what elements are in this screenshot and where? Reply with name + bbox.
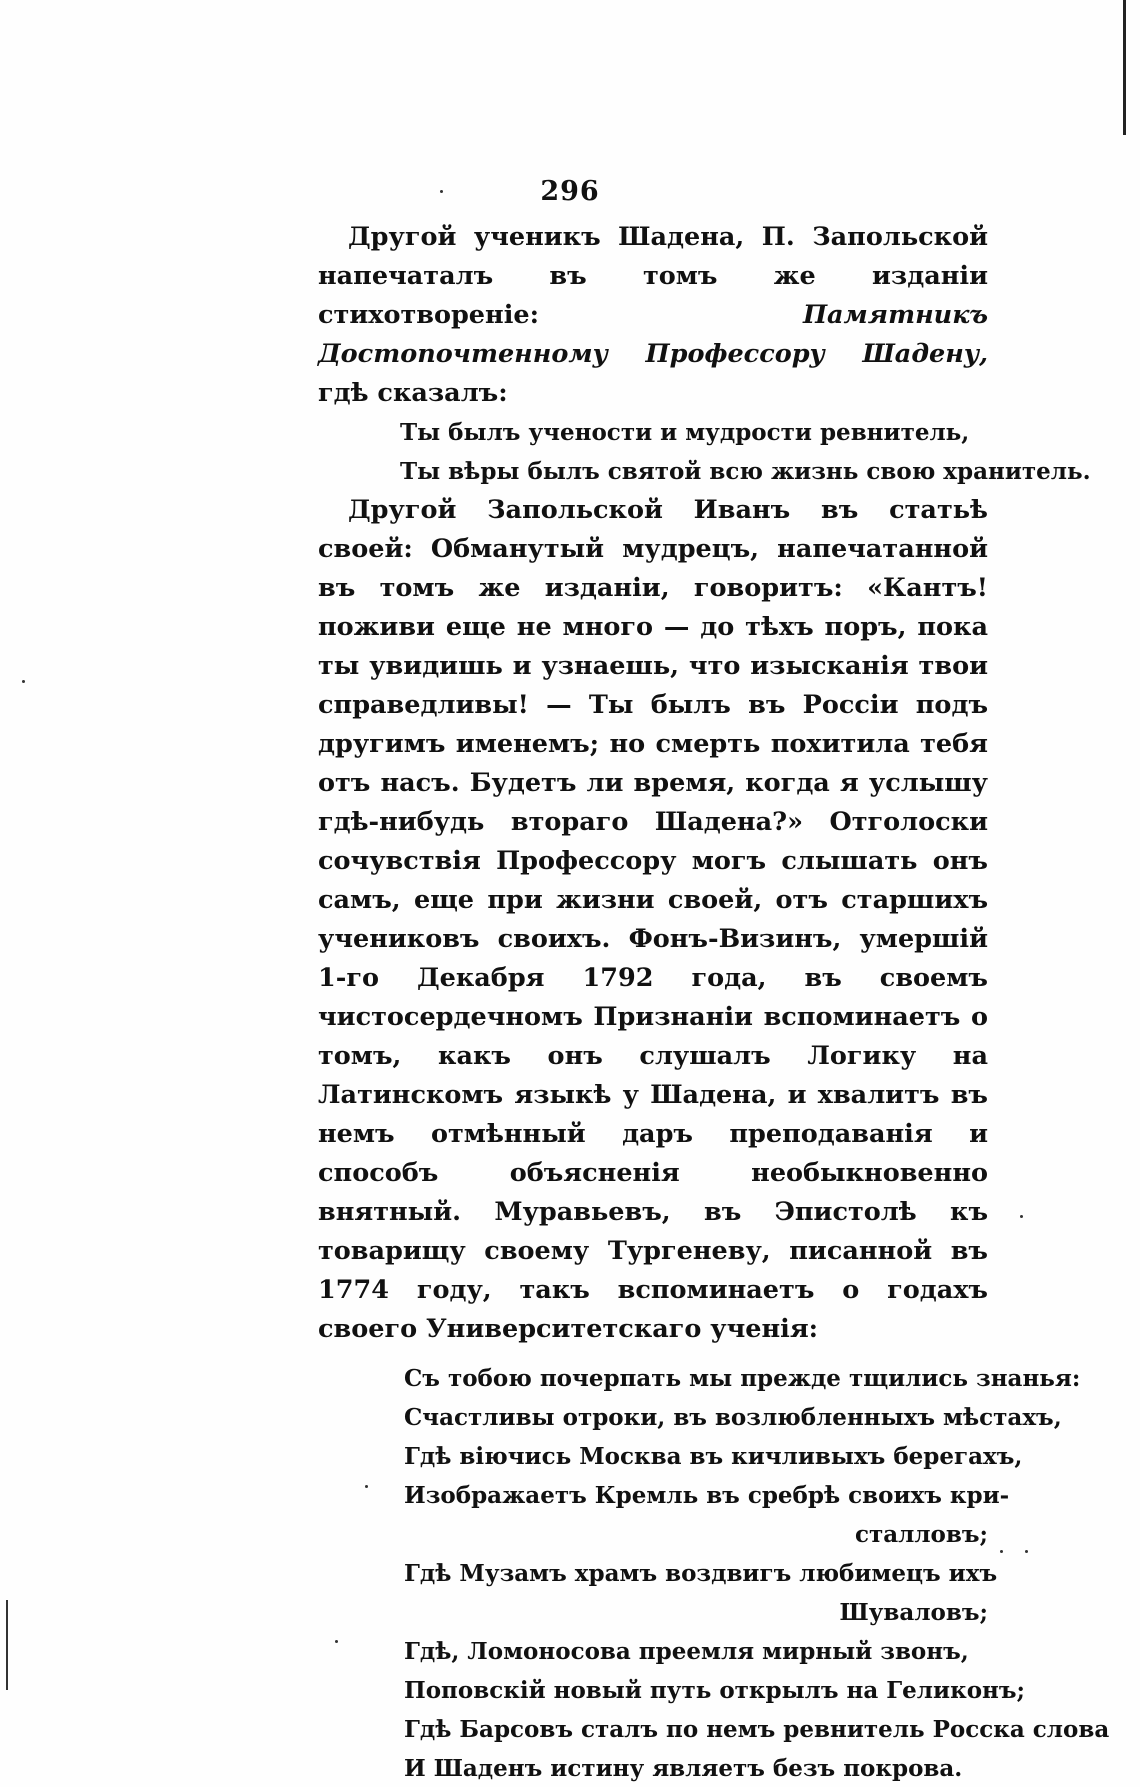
verse-line: Изображаетъ Кремль въ сребрѣ своихъ кри-	[404, 1482, 1010, 1509]
verse-line: Гдѣ Музамъ храмъ воздвигъ любимецъ ихъ	[404, 1560, 998, 1587]
verse-line: Гдѣ Барсовъ сталъ по немъ ревнитель Росска слова	[404, 1716, 1110, 1743]
poem-title: Памятникъ Достопочтенному Профессору Шадену,	[318, 300, 988, 369]
verse-line-continuation: Шуваловъ;	[839, 1599, 988, 1626]
paragraph-text: гдѣ сказалъ:	[318, 378, 508, 408]
body-text	[318, 218, 1110, 1788]
scan-speck	[1000, 1550, 1003, 1553]
verse-line: И Шаденъ истину являетъ безъ покрова.	[404, 1755, 963, 1782]
scan-edge-right	[1123, 0, 1126, 135]
page-number: 296	[540, 176, 600, 207]
verse-quote	[318, 1359, 1110, 1788]
paragraph-text: Другой ученикъ Шадена, П. Запольской напечаталъ въ томъ же изданіи стихотвореніе:	[318, 222, 988, 330]
paragraph: Другой Запольской Иванъ въ статьѣ своей: Обманутый мудрецъ, напечатанной въ томъ же изданіи, говоритъ: «Кантъ! поживи еще не много — до тѣхъ поръ, пока ты увидишь и узнаешь, что изысканія твои справедливы! — Ты былъ въ Россіи подъ другимъ именемъ; но смерть похитила тебя отъ насъ. Будетъ ли время, когда я услышу гдѣ-нибудь втораго Шадена?» Отголоски сочувствія Профессору могъ слышать онъ самъ, еще при жизни своей, отъ старшихъ учениковъ своихъ. Фонъ-Визинъ, умершій 1-го Декабря 1792 года, въ своемъ чистосердечномъ Признаніи вспоминаетъ о томъ, какъ онъ слушалъ Логику на Латинскомъ языкѣ у Шадена, и хвалитъ въ немъ отмѣнный даръ преподаванія и способъ объясненія необыкновенно внятный. Муравьевъ, въ Эпистолѣ къ товарищу своему Тургеневу, писанной въ 1774 году, такъ вспоминаетъ о годахъ своего Университетскаго ученія:	[318, 495, 988, 1344]
verse-line: Гдѣ віючись Москва въ кичливыхъ берегахъ,	[404, 1443, 1023, 1470]
verse-line-continuation: сталловъ;	[854, 1521, 988, 1548]
verse-quote	[318, 413, 1091, 491]
verse-line: Ты былъ учености и мудрости ревнитель,	[400, 419, 970, 446]
verse-line: Поповскій новый путь открылъ на Геликонъ;	[404, 1677, 1025, 1704]
verse-line: Гдѣ, Ломоносова преемля мирный звонъ,	[404, 1638, 969, 1665]
scan-speck	[22, 680, 25, 683]
verse-line: Съ тобою почерпать мы прежде тщились знанья:	[404, 1365, 1081, 1392]
verse-line: Ты вѣры былъ святой всю жизнь свою хранитель.	[400, 458, 1091, 485]
paragraph	[318, 218, 988, 413]
scan-speck	[1020, 1215, 1023, 1218]
scan-speck	[1025, 1550, 1028, 1553]
verse-line: Счастливы отроки, въ возлюбленныхъ мѣстахъ,	[404, 1404, 1062, 1431]
scan-edge-left	[6, 1600, 8, 1690]
